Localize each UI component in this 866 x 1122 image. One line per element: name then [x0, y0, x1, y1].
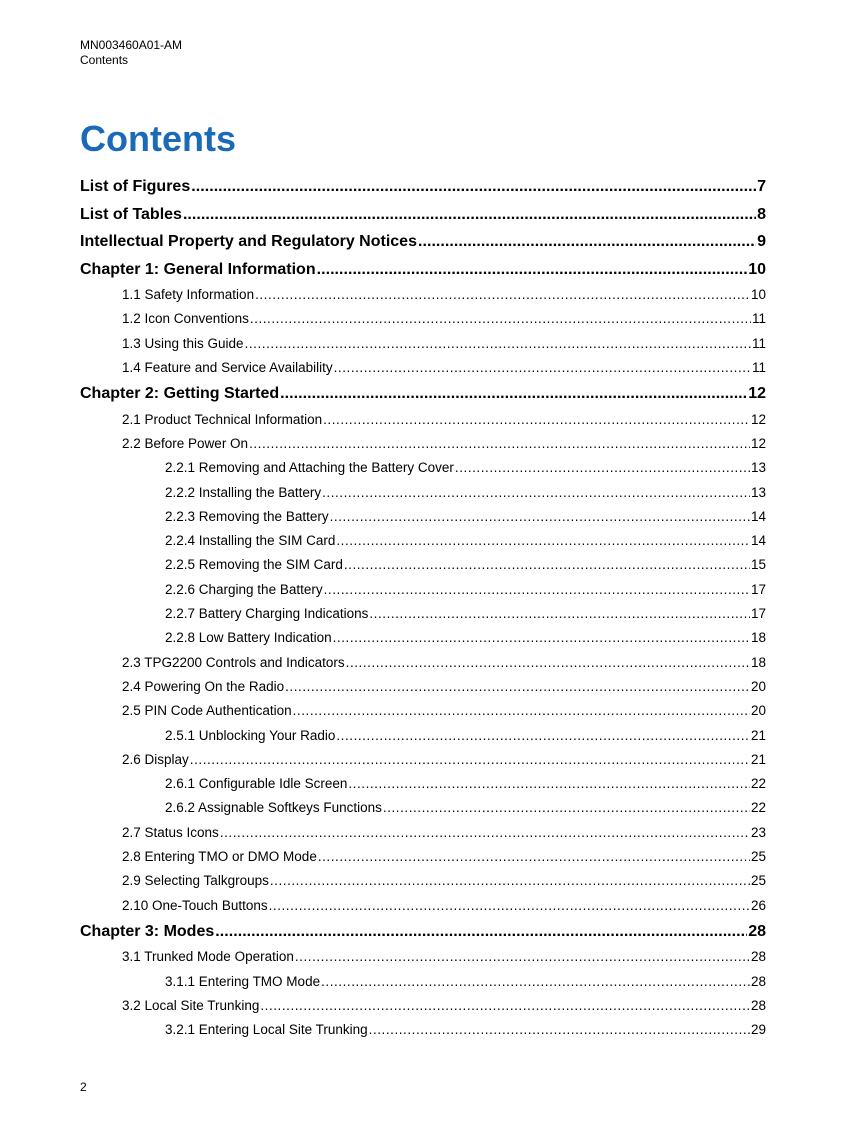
toc-dot-leader — [215, 918, 747, 946]
toc-entry-label: 2.2.6 Charging the Battery — [165, 581, 323, 597]
toc-dot-leader — [255, 283, 750, 307]
toc-section-entry[interactable] — [80, 529, 766, 553]
toc-entry-page-number: 12 — [750, 435, 766, 451]
toc-entry-label: 1.1 Safety Information — [122, 287, 255, 302]
toc-entry-page-number: 17 — [750, 581, 766, 597]
toc-dot-leader — [191, 173, 756, 201]
toc-dot-leader — [369, 1018, 750, 1042]
toc-entry-label: 2.10 One-Touch Buttons — [122, 897, 268, 913]
toc-entry-label: 3.1.1 Entering TMO Mode — [165, 973, 321, 989]
toc-entry-label: 2.2.4 Installing the SIM Card — [165, 533, 336, 549]
toc-section-entry[interactable] — [80, 724, 766, 748]
toc-dot-leader — [269, 894, 750, 918]
toc-chapter-entry[interactable] — [80, 918, 766, 946]
toc-entry-label: 2.6.1 Configurable Idle Screen — [165, 776, 348, 792]
toc-entry-label: 2.5.1 Unblocking Your Radio — [165, 727, 336, 743]
toc-entry-page-number: 28 — [750, 949, 766, 965]
toc-section-entry[interactable] — [80, 894, 766, 918]
toc-entry-label: 2.2 Before Power On — [122, 435, 249, 451]
toc-entry-page-number: 10 — [748, 260, 766, 278]
toc-entry-page-number: 12 — [748, 385, 766, 403]
toc-section-entry[interactable] — [80, 699, 766, 723]
toc-dot-leader — [324, 578, 750, 602]
toc-section-entry[interactable] — [80, 578, 766, 602]
toc-section-entry[interactable] — [80, 283, 766, 307]
page-title: Contents — [80, 118, 236, 159]
toc-section-entry[interactable] — [80, 332, 766, 356]
toc-entry-label: Chapter 2: Getting Started — [80, 385, 280, 403]
toc-entry-label: 1.2 Icon Conventions — [122, 311, 249, 327]
toc-entry-label: 2.2.1 Removing and Attaching the Battery Cover — [165, 460, 454, 476]
toc-section-entry[interactable] — [80, 481, 766, 505]
toc-entry-page-number: 28 — [748, 922, 766, 940]
toc-entry-page-number: 20 — [750, 678, 766, 694]
toc-dot-leader — [295, 945, 750, 969]
toc-section-entry[interactable] — [80, 994, 766, 1018]
toc-entry-page-number: 28 — [750, 973, 766, 989]
toc-dot-leader — [346, 651, 750, 675]
toc-entry-page-number: 15 — [750, 557, 766, 573]
toc-chapter-entry[interactable] — [80, 380, 766, 408]
toc-entry-label: 2.2.2 Installing the Battery — [165, 484, 322, 500]
toc-dot-leader — [369, 602, 750, 626]
toc-dot-leader — [293, 699, 750, 723]
toc-dot-leader — [334, 356, 751, 380]
toc-entry-page-number: 13 — [750, 460, 766, 476]
toc-dot-leader — [245, 332, 751, 356]
toc-entry-label: List of Figures — [80, 178, 191, 195]
toc-entry-page-number: 21 — [750, 751, 766, 767]
header-section-name: Contents — [80, 53, 129, 67]
toc-entry-label: 2.2.5 Removing the SIM Card — [165, 557, 343, 573]
toc-entry-label: List of Tables — [80, 205, 182, 223]
toc-entry-page-number: 21 — [750, 727, 766, 743]
toc-entry-page-number: 22 — [750, 800, 766, 816]
toc-dot-leader — [285, 675, 750, 699]
toc-entry-label: 2.6 Display — [122, 751, 189, 767]
toc-entry-label: 1.3 Using this Guide — [122, 335, 244, 351]
toc-entry-label: 2.5 PIN Code Authentication — [122, 703, 292, 719]
toc-entry-label: Chapter 3: Modes — [80, 922, 215, 940]
toc-section-entry[interactable] — [80, 626, 766, 650]
toc-entry-page-number: 22 — [750, 776, 766, 792]
toc-entry-page-number: 11 — [751, 311, 766, 327]
toc-dot-leader — [322, 481, 750, 505]
toc-dot-leader — [333, 626, 750, 650]
toc-section-entry[interactable] — [80, 796, 766, 820]
toc-dot-leader — [249, 432, 750, 456]
toc-entry-page-number: 25 — [750, 849, 766, 865]
toc-entry-label: Chapter 1: General Information — [80, 260, 316, 278]
toc-section-entry[interactable] — [80, 945, 766, 969]
toc-dot-leader — [190, 748, 750, 772]
toc-entry-page-number: 26 — [750, 897, 766, 913]
toc-section-entry[interactable] — [80, 505, 766, 529]
toc-dot-leader — [317, 256, 748, 284]
toc-entry-label: 3.1 Trunked Mode Operation — [122, 949, 294, 965]
toc-entry-label: 2.2.3 Removing the Battery — [165, 508, 329, 524]
toc-entry-page-number: 12 — [750, 411, 766, 427]
toc-entry-page-number: 13 — [750, 484, 766, 500]
toc-dot-leader — [220, 821, 750, 845]
toc-entry-page-number: 10 — [750, 287, 766, 302]
toc-dot-leader — [383, 796, 750, 820]
toc-dot-leader — [330, 505, 750, 529]
toc-entry-label: 2.6.2 Assignable Softkeys Functions — [165, 800, 382, 816]
toc-dot-leader — [260, 994, 750, 1018]
toc-entry-label: 2.2.8 Low Battery Indication — [165, 630, 332, 646]
toc-section-entry[interactable] — [80, 356, 766, 380]
toc-chapter-entry[interactable] — [80, 228, 766, 256]
toc-section-entry[interactable] — [80, 432, 766, 456]
toc-section-entry[interactable] — [80, 553, 766, 577]
toc-chapter-entry[interactable] — [80, 201, 766, 229]
toc-section-entry[interactable] — [80, 651, 766, 675]
toc-dot-leader — [348, 772, 750, 796]
toc-entry-page-number: 9 — [757, 233, 766, 250]
toc-entry-label: 2.1 Product Technical Information — [122, 411, 323, 427]
toc-entry-page-number: 8 — [757, 205, 766, 223]
toc-entry-page-number: 11 — [751, 335, 766, 351]
toc-section-entry[interactable] — [80, 845, 766, 869]
toc-section-entry[interactable] — [80, 821, 766, 845]
toc-entry-label: 2.4 Powering On the Radio — [122, 678, 285, 694]
toc-dot-leader — [183, 201, 756, 229]
toc-entry-label: Intellectual Property and Regulatory Notices — [80, 233, 417, 250]
toc-section-entry[interactable] — [80, 1018, 766, 1042]
toc-entry-page-number: 18 — [750, 654, 766, 670]
toc-chapter-entry[interactable] — [80, 256, 766, 284]
page-number: 2 — [80, 1080, 87, 1094]
toc-entry-page-number: 20 — [750, 703, 766, 719]
toc-entry-label: 2.7 Status Icons — [122, 824, 219, 840]
toc-dot-leader — [336, 724, 750, 748]
toc-section-entry[interactable] — [80, 748, 766, 772]
toc-entry-page-number: 17 — [750, 606, 766, 622]
toc-section-entry[interactable] — [80, 772, 766, 796]
toc-section-entry[interactable] — [80, 602, 766, 626]
toc-entry-label: 1.4 Feature and Service Availability — [122, 359, 333, 375]
toc-dot-leader — [280, 380, 747, 408]
toc-dot-leader — [323, 408, 750, 432]
toc-entry-page-number: 28 — [750, 998, 766, 1014]
toc-entry-page-number: 14 — [750, 508, 766, 524]
toc-entry-page-number: 14 — [750, 533, 766, 549]
toc-entry-label: 2.3 TPG2200 Controls and Indicators — [122, 654, 345, 670]
toc-section-entry[interactable] — [80, 456, 766, 480]
toc-dot-leader — [318, 845, 750, 869]
toc-section-entry[interactable] — [80, 869, 766, 893]
toc-entry-page-number: 11 — [751, 359, 766, 375]
toc-entry-label: 3.2.1 Entering Local Site Trunking — [165, 1022, 368, 1038]
toc-dot-leader — [455, 456, 750, 480]
toc-entry-page-number: 29 — [750, 1022, 766, 1038]
toc-dot-leader — [270, 869, 750, 893]
toc-entry-label: 2.2.7 Battery Charging Indications — [165, 606, 369, 622]
page-header — [80, 38, 182, 68]
toc-dot-leader — [344, 553, 750, 577]
toc-entry-label: 2.8 Entering TMO or DMO Mode — [122, 849, 317, 865]
document-number: MN003460A01-AM — [80, 38, 183, 52]
toc-section-entry[interactable] — [80, 307, 766, 331]
toc-entry-page-number: 18 — [750, 630, 766, 646]
toc-dot-leader — [418, 228, 756, 256]
toc-section-entry[interactable] — [80, 675, 766, 699]
toc-entry-label: 3.2 Local Site Trunking — [122, 998, 260, 1014]
toc-section-entry[interactable] — [80, 408, 766, 432]
toc-entry-page-number: 25 — [750, 873, 766, 889]
table-of-contents — [80, 173, 766, 1043]
toc-dot-leader — [336, 529, 750, 553]
toc-entry-label: 2.9 Selecting Talkgroups — [122, 873, 269, 889]
toc-entry-page-number: 23 — [750, 824, 766, 840]
toc-dot-leader — [321, 970, 750, 994]
toc-entry-page-number: 7 — [757, 178, 766, 195]
toc-chapter-entry[interactable] — [80, 173, 766, 201]
toc-section-entry[interactable] — [80, 970, 766, 994]
toc-dot-leader — [250, 307, 751, 331]
